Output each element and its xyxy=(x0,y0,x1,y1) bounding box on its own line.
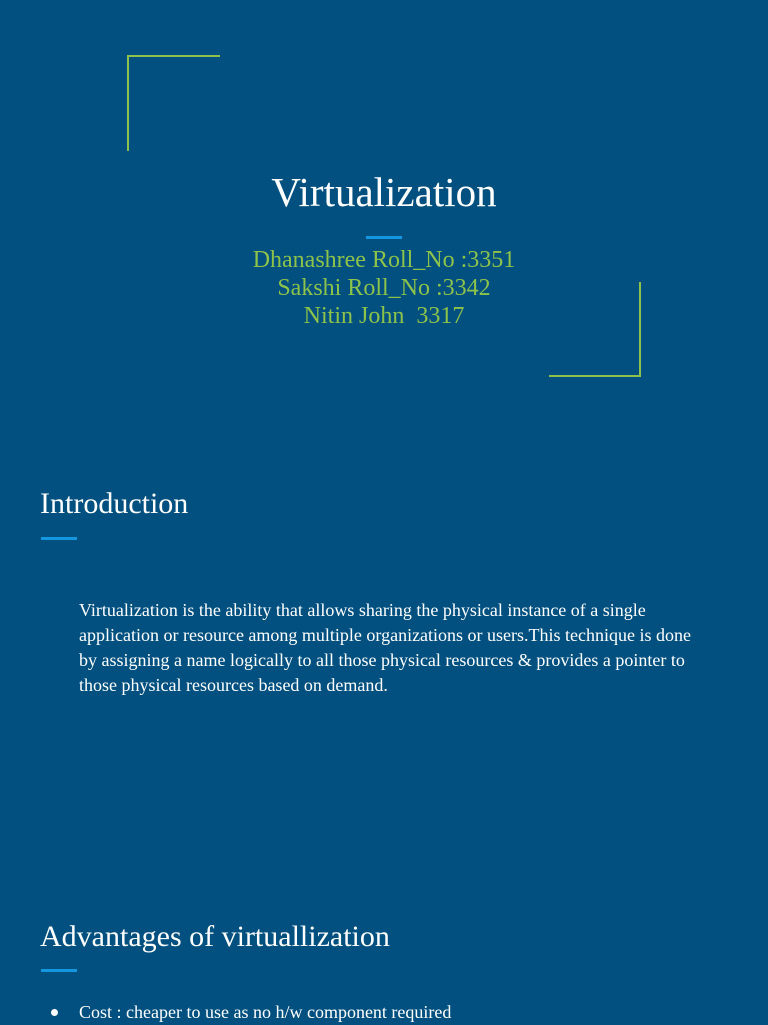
advantages-heading: Advantages of virtuallization xyxy=(40,920,390,953)
title-accent-line xyxy=(366,236,402,239)
author-line: Nitin John 3317 xyxy=(303,303,465,329)
introduction-body: Virtualization is the ability that allows sharing the physical instance of a single application or resource among multiple organizations or users.This technique is done by assigning a name logically to all those physical resources & provides a pointer to those physical resources based on demand. xyxy=(79,600,692,695)
advantages-slide xyxy=(0,860,768,1024)
introduction-slide xyxy=(0,430,768,860)
heading-accent-line xyxy=(41,969,77,972)
author-line: Sakshi Roll_No :3342 xyxy=(277,275,491,301)
list-item xyxy=(0,1000,451,1025)
slide-title: Virtualization xyxy=(271,169,497,215)
bullet-icon xyxy=(51,1009,58,1016)
advantages-list xyxy=(0,1000,451,1025)
author-list xyxy=(0,246,768,330)
introduction-heading: Introduction xyxy=(40,487,189,520)
list-item-text: Cost : cheaper to use as no h/w component required xyxy=(79,1002,452,1022)
corner-bracket-top-left xyxy=(127,55,220,151)
title-slide xyxy=(0,0,768,430)
author-line: Dhanashree Roll_No :3351 xyxy=(252,247,516,273)
heading-accent-line xyxy=(41,537,77,540)
